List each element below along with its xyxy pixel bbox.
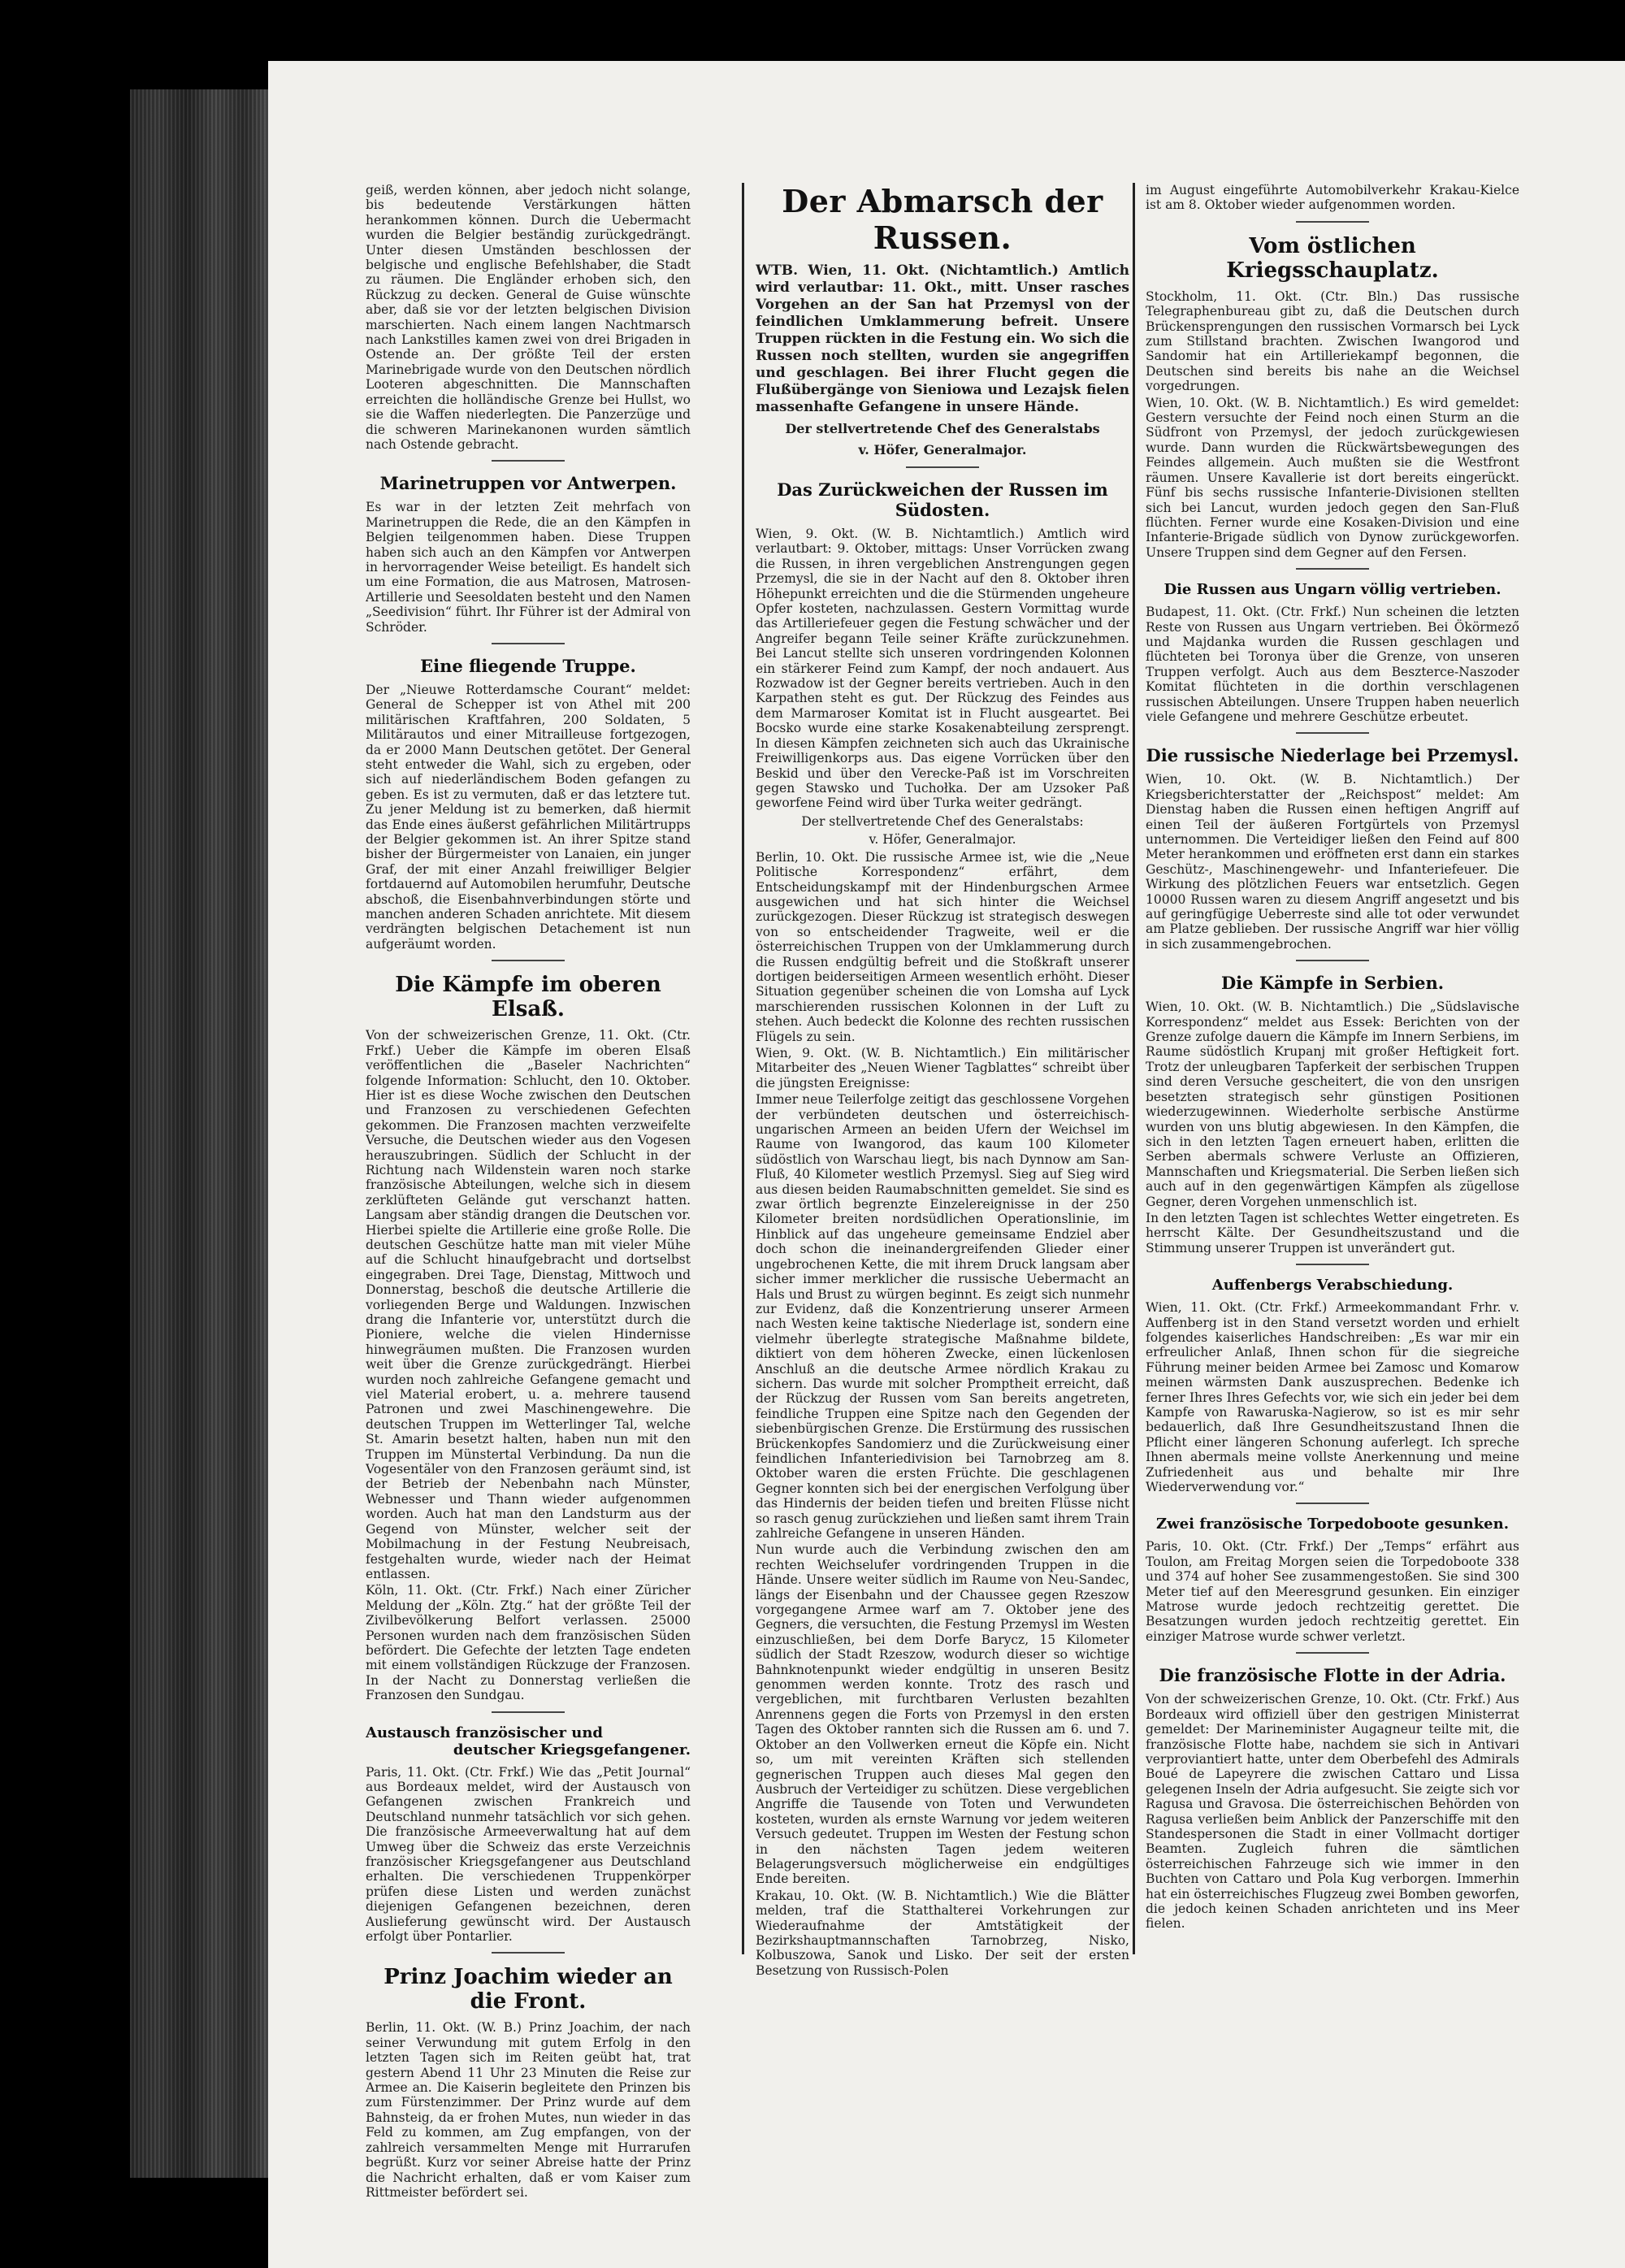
article-text: Paris, 11. Okt. (Ctr. Frkf.) Wie das „Petit Journal“ aus Bordeaux meldet, wird der Austausch von Gefangenen zwischen Frankreich und Deutschland nunmehr tatsächlich vor sich gehen. Die französische Armeeverwaltung hat auf dem Umweg über die Schweiz das erste Verzeichnis französischer Kriegsgefangener aus Deutschland erhalten. Die verschiedenen Truppenkörper prüfen diese Listen und werden zunächst diejenigen Gefangenen bezeichnen, deren Auslieferung gewünscht wird. Der Austausch erfolgt über Pontarlier.: [366, 1764, 691, 1945]
article-bold-text: WTB. Wien, 11. Okt. (Nichtamtlich.) Amtlich wird verlautbar: 11. Okt., mitt. Unser rasches Vorgehen an der San hat Przemysl von der feindlichen Umklammerung befreit. Unsere Truppen rückten in die Festung ein. Wo sich die Russen noch stellten, wurden sie angegriffen und geschlagen. Bei ihrer Flucht gegen die Flußübergänge von Sieniowa und Lezajsk fielen massenhafte Gefangene in unsere Hände.: [756, 262, 1129, 415]
article-text: Wien, 11. Okt. (Ctr. Frkf.) Armeekommandant Frhr. v. Auffenberg ist in den Stand versetzt worden und erhielt folgendes kaiserliches Handschreiben: „Es war mir ein erfreulicher Anlaß, Ihnen schon für die siegreiche Führung meiner beiden Armee bei Zamosc und Komarow meinen wärmsten Dank auszusprechen. Bedenke ich ferner Ihres Ihres Gefechts vor, wie sich ein jeder bei dem Kampfe von Rawaruska-Nagierow, so ist es mir sehr bedauerlich, daß Ihre Gesundheitszustand Ihnen die Pflicht einer längeren Schonung auferlegt. Ich spreche Ihnen abermals meine vollste Anerkennung und meine Zufriedenheit aus und behalte mir Ihre Wiederverwendung vor.“: [1146, 1300, 1519, 1495]
divider: [1296, 221, 1369, 223]
divider: [1296, 1503, 1369, 1504]
headline-prinz-joachim: Prinz Joachim wieder an die Front.: [384, 1965, 673, 2014]
signature-line: Der stellvertretende Chef des Generalstabs:: [801, 813, 1084, 829]
divider: [492, 1952, 565, 1954]
article-text: Von der schweizerischen Grenze, 10. Okt. (Ctr. Frkf.) Aus Bordeaux wird offiziell über den gestrigen Ministerrat gemeldet: Der Marineminister Augagneur teilte mit, die französische Flotte habe, nachdem sie sich in Antivari verproviantiert hatte, unter dem Oberbefehl des Admirals Boué de Lapeyrere die zwischen Cattaro und Lissa gelegenen Inseln der Adria aufgesucht. Sie zeigte sich vor Ragusa und Gravosa. Die österreichischen Behörden von Ragusa verließen beim Anblick der Panzerschiffe mit den Standespersonen die Stadt in einer Vollmacht dortiger Beamten. Zugleich fuhren die sämtlichen österreichischen Fahrzeuge sich wie immer in den Buchten von Cattaro und Pola Kug verborgen. Immerhin hat ein österreichisches Flugzeug zwei Bomben geworfen, die jedoch keinen Schaden anrichteten und ins Meer fielen.: [1146, 1692, 1519, 1932]
article-text: Wien, 10. Okt. (W. B. Nichtamtlich.) Der Kriegsberichterstatter der „Reichspost“ meldet: Am Dienstag haben die Russen einen heftigen Angriff auf einen Teil der äußeren Fortgürtels von Przemysl unternommen. Die Verteidiger ließen den Feind auf 800 Meter herankommen und eröffneten erst dann ein starkes Geschütz-, Maschinengewehr- und Infanteriefeuer. Die Wirkung des plötzlichen Feuers war entsetzlich. Gegen 10000 Russen waren zu diesem Angriff angesetzt und bis auf geringfügige Ueberreste sind alle tot oder verwundet am Platze geblieben. Der russische Angriff war hier völlig in sich zusammengebrochen.: [1146, 772, 1519, 952]
column-rule: [1133, 183, 1135, 1954]
headline-austausch-b: deutscher Kriegsgefangener.: [453, 1741, 691, 1758]
divider: [906, 466, 979, 468]
article-text: Wien, 10. Okt. (W. B. Nichtamtlich.) Es wird gemeldet: Gestern versuchte der Feind noch einen Sturm an die Südfront von Przemysl, der jedoch zurückgewiesen wurde. Dann wurden die Rückwärtsbewegungen des Feindes allgemein. Auch mußten sie die Westfront räumen. Unsere Kavallerie ist dort bereits eingerückt. Fünf bis sechs russische Infanterie-Divisionen stellten sich bei Lancut, wurden jedoch gegen den San-Fluß flüchten. Ferner wurde eine Kosaken-Division und eine Infanterie-Brigade südlich von Dynow zurückgeworfen. Unsere Truppen sind dem Gegner auf den Fersen.: [1146, 395, 1519, 560]
article-text: Berlin, 11. Okt. (W. B.) Prinz Joachim, der nach seiner Verwundung mit gutem Erfolg in den letzten Tagen sich im Reiten geübt hat, trat gestern Abend 11 Uhr 23 Minuten die Reise zur Armee an. Die Kaiserin begleitete den Prinzen bis zum Fürstenzimmer. Der Prinz wurde auf dem Bahnsteig, da er frohen Mutes, nun wieder in das Feld zu kommen, am Zug empfangen, von der zahlreich versammelten Menge mit Hurrarufen begrüßt. Kurz vor seiner Abreise hatte der Prinz die Nachricht erhalten, daß er vom Kaiser zum Rittmeister befördert sei.: [366, 2020, 691, 2200]
article-text: Paris, 10. Okt. (Ctr. Frkf.) Der „Temps“ erfährt aus Toulon, am Freitag Morgen seien die Torpedoboote 338 und 374 auf hoher See zusammengestoßen. Sie sind 300 Meter tief auf den Meeresgrund gesunken. Ein einziger Matrose wurde jedoch rechtzeitig gerettet. Die Besatzungen wurden jedoch rechtzeitig gerettet. Ein einziger Matrose wurde schwer verletzt.: [1146, 1539, 1519, 1644]
headline-fliegende-truppe: Eine fliegende Truppe.: [420, 655, 636, 676]
headline-kaempfe-serbien: Die Kämpfe in Serbien.: [1220, 973, 1445, 994]
newspaper-page: [268, 61, 1625, 2268]
headline-russen-ungarn: Die Russen aus Ungarn völlig vertrieben.: [1164, 581, 1502, 599]
article-continuation: im August eingeführte Automobilverkehr Krakau-Kielce ist am 8. Oktober wieder aufgenommen worden.: [1146, 183, 1519, 213]
article-text: Köln, 11. Okt. (Ctr. Frkf.) Nach einer Züricher Meldung der „Köln. Ztg.“ hat der größte Teil der Zivilbevölkerung Belfort verlassen. 25000 Personen wurden nach dem französischen Süden befördert. Die Gefechte der letzten Tage endeten mit einem vollständigen Rückzuge der Franzosen. In der Nacht zu Donnerstag verließen die Franzosen den Sundgau.: [366, 1583, 691, 1703]
article-text: Der „Nieuwe Rotterdamsche Courant“ meldet: General de Schepper ist von Athel mit 200 militärischen Kraftfahren, 200 Soldaten, 5 Militärautos und einer Mitrailleuse fortgezogen, da er 2000 Mann Deutschen getötet. Der General steht entweder die Wahl, sich zu ergeben, oder sich auf niederländischem Boden gefangen zu geben. Es ist zu vermuten, daß er das letztere tut. Zu jener Meldung ist zu bemerken, daß hiermit das Ende eines äußerst gefährlichen Militärtrupps der Belgier gekommen ist. An ihrer Spitze stand bisher der Bürgermeister von Lanaien, ein junger Graf, der mit einer Anzahl freiwilliger Belgier fortdauernd auf Automobilen herumfuhr, Deutsche abschoß, die Eisenbahnverbindungen störte und manchen anderen Schaden anrichtete. Mit diesem verdrängten belgischen Detachement ist nun aufgeräumt worden.: [366, 682, 691, 952]
article-continuation: geiß, werden können, aber jedoch nicht solange, bis bedeutende Verstärkungen hätten herankommen können. Durch die Uebermacht wurden die Belgier beständig zurückgedrängt. Unter diesen Umständen beschlossen der belgische und englische Befehlshaber, die Stadt zu räumen. Die Engländer erhoben sich, den Rückzug zu decken. General de Guise wünschte aber, daß sie vor der letzten belgischen Division marschierten. Nach einem langen Nachtmarsch nach Lankstilles kamen zwei von drei Brigaden in Ostende an. Der größte Teil der ersten Marinebrigade wurde von den Deutschen nördlich Looteren abgeschnitten. Die Mannschaften erreichten die holländische Grenze bei Hullst, wo sie die Waffen niederlegten. Die Panzerzüge und die schweren Marinekanonen wurden sämtlich nach Ostende gebracht.: [366, 183, 691, 452]
column-right: [1146, 183, 1519, 1932]
divider: [492, 460, 565, 462]
article-text: Berlin, 10. Okt. Die russische Armee ist, wie die „Neue Politische Korrespondenz“ erfährt, dem Entscheidungskampf mit der Hindenburgschen Armee ausgewichen und hat sich hinter die Weichsel zurückgezogen. Dieser Rückzug ist strategisch deswegen von so entscheidender Tragweite, weil er die österreichischen Truppen von der Umklammerung durch die Russen endgültig befreit und die Stoßkraft unserer dortigen beiderseitigen Armeen wesentlich erhöht. Dieser Situation gegenüber scheinen die von Lomsha auf Lyck marschierenden russischen Kolonnen in der Luft zu stehen. Auch bedeckt die Kolonne des rechten russischen Flügels zu sein.: [756, 849, 1129, 1044]
article-text: Von der schweizerischen Grenze, 11. Okt. (Ctr. Frkf.) Ueber die Kämpfe im oberen Elsaß veröffentlichen die „Baseler Nachrichten“ folgende Information: Schlucht, den 10. Oktober. Hier ist es diese Woche zwischen den Deutschen und Franzosen zu verschiedenen Gefechten gekommen. Die Franzosen machten verzweifelte Versuche, die Deutschen wieder aus den Vogesen herauszubringen. Südlich der Schlucht in der Richtung nach Wildenstein waren noch starke französische Abteilungen, welche sich in diesem zerklüfteten Gelände gut verschanzt hatten. Langsam aber ständig drangen die Deutschen vor. Hierbei spielte die Artillerie eine große Rolle. Die deutschen Geschütze hatte man mit vieler Mühe auf die Schlucht hinaufgebracht und dortselbst eingegraben. Drei Tage, Dienstag, Mittwoch und Donnerstag, beschoß die deutsche Artillerie die vorliegenden Berge und Waldungen. Inzwischen drang die Infanterie vor, unterstützt durch die Pioniere, welche die vielen Hindernisse hinwegräumen mußten. Die Franzosen wurden weit über die Grenze zurückgedrängt. Hierbei wurden noch zahlreiche Gefangene gemacht und viel Material erobert, u. a. mehrere tausend Patronen und zwei Maschinengewehre. Die deutschen Truppen im Wetterlinger Tal, welche St. Amarin besetzt halten, haben nun mit den Truppen im Münstertal Verbindung. Da nun die Vogesentäler von den Franzosen geräumt sind, ist der Betrieb der Nebenbahn nach Münster, Webnesser und Thann wieder aufgenommen worden. Auch hat man den Landsturm aus der Gegend von Münster, welcher seit der Mobilmachung in der Festung Neubreisach, festgehalten wurde, wieder nach der Heimat entlassen.: [366, 1028, 691, 1581]
column-rule: [742, 183, 744, 1954]
article-text: Wien, 9. Okt. (W. B. Nichtamtlich.) Ein militärischer Mitarbeiter des „Neuen Wiener Tagblattes“ schreibt über die jüngsten Ereignisse:: [756, 1046, 1129, 1091]
article-text: In den letzten Tagen ist schlechtes Wetter eingetreten. Es herrscht Kälte. Der Gesundheitszustand und die Stimmung unserer Truppen ist unverändert gut.: [1146, 1210, 1519, 1255]
book-spine: [130, 89, 272, 2178]
headline-kaempfe-elsass: Die Kämpfe im oberen Elsaß.: [395, 973, 661, 1022]
headline-torpedoboote: Zwei französische Torpedoboote gesunken.: [1156, 1516, 1509, 1533]
headline-oestlicher-kriegsschauplatz: Vom östlichen Kriegsschauplatz.: [1226, 233, 1439, 283]
headline-austausch-a: Austausch französischer und: [366, 1724, 604, 1741]
headline-niederlage-przemysl: Die russische Niederlage bei Przemysl.: [1146, 745, 1519, 766]
column-left: [366, 183, 691, 2200]
article-text: Wien, 9. Okt. (W. B. Nichtamtlich.) Amtlich wird verlautbart: 9. Oktober, mittags: Unser Vorrücken zwang die Russen, in ihren vergeblichen Anstrengungen gegen Przemysl, die sie in der Nacht auf den 8. Oktober ihren Höhepunkt erreichten und die die Stürmenden ungeheure Opfer kosteten, nachzulassen. Gestern Vormittag wurde das Artilleriefeuer gegen die Festung schwächer und der Angreifer begann Teile seiner Kräfte zurückzunehmen. Bei Lancut stellte sich unseren vordringenden Kolonnen ein stärkerer Feind zum Kampf, der noch andauert. Aus Rozwadow ist der Gegner bereits vertrieben. Auch in den Karpathen steht es gut. Der Rückzug des Feindes aus dem Marmaroser Komitat ist in Flucht ausgeartet. Bei Bocsko wurde eine starke Kosakenabteilung zersprengt. In diesen Kämpfen zeichneten sich auch das Ukrainische Freiwilligenkorps aus. Das eigene Vorrücken über den Beskid und über den Verecke-Paß ist im Vorschreiten gegen Stawsko und Tuchołka. Der am Uzsoker Paß geworfene Feind wird über Turka weiter gedrängt.: [756, 527, 1129, 811]
signature-line: v. Höfer, Generalmajor.: [869, 831, 1016, 847]
headline-zurueckweichen: Das Zurückweichen der Russen im Südosten.: [777, 479, 1108, 520]
column-middle: [756, 183, 1129, 1978]
divider: [1296, 568, 1369, 570]
article-text: Immer neue Teilerfolge zeitigt das geschlossene Vorgehen der verbündeten deutschen und österreichisch-ungarischen Armeen an beiden Ufern der Weichsel im Raume von Iwangorod, das kaum 100 Kilometer südöstlich von Warschau liegt, bis nach Dynnow am San-Fluß, 40 Kilometer westlich Przemysl. Sieg auf Sieg wird aus diesen beiden Raumabschnitten gemeldet. Sie sind es zwar örtlich begrenzte Einzelereignisse in der 250 Kilometer breiten nordsüdlichen Operationslinie, im Hinblick auf das ungeheure gemeinsame Endziel aber doch schon die ineinandergreifenden Glieder einer ungebrochenen Kette, die mit ihrem Druck langsam aber sicher immer merklicher die russische Uebermacht an Hals und Brust zu würgen beginnt. Es zeigt sich nunmehr zur Evidenz, daß die Konzentrierung unserer Armeen nach Westen keine taktische Niederlage ist, sondern eine vielmehr überlegte strategische Maßnahme bildete, diktiert von dem höheren Zwecke, einen lückenlosen Anschluß an die deutsche Armee nördlich Krakau zu sichern. Das wurde mit solcher Promptheit erreicht, daß der Rückzug der Russen vom San bereits angetreten, feindliche Truppen eine Spitze nach den Gegenden der siebenbürgischen Grenze. Die Erstürmung des russischen Brückenkopfes Sandomierz und die Zurückweisung einer feindlichen Infanteriedivision bei Tarnobrzeg am 8. Oktober waren die ersten Früchte. Die geschlagenen Gegner konnten sich bei der energischen Verfolgung über das Hindernis der beiden tiefen und breiten Flüsse nicht so rasch genug zurückziehen und ließen samt ihrem Train zahlreiche Gefangene in unseren Händen.: [756, 1092, 1129, 1541]
divider: [492, 1711, 565, 1713]
divider: [492, 960, 565, 961]
divider: [1296, 732, 1369, 734]
article-text: Wien, 10. Okt. (W. B. Nichtamtlich.) Die „Südslavische Korrespondenz“ meldet aus Essek: Berichten von der Grenze zufolge dauern die Kämpfe im Innern Serbiens, im Raume südöstlich Krupanj mit großer Heftigkeit fort. Trotz der unleugbaren Tapferkeit der serbischen Truppen sind deren Versuche gescheitert, die von den unsrigen besetzten strategisch sehr günstigen Positionen wiederzugewinnen. Wiederholte serbische Anstürme wurden von uns blutig abgewiesen. In den Kämpfen, die sich in den letzten Tagen erneuert haben, erlitten die Serben abermals schwere Verluste an Offizieren, Mannschaften und Kriegsmaterial. Die Serben ließen sich auch auf in den gegenwärtigen Kämpfen als zügellose Gegner, deren Vorgehen unmenschlich ist.: [1146, 1000, 1519, 1209]
article-text: Budapest, 11. Okt. (Ctr. Frkf.) Nun scheinen die letzten Reste von Russen aus Ungarn vertrieben. Bei Ökörmező und Majdanka wurden die Russen geschlagen und flüchteten bei Toronya über die Grenze, von unseren Truppen verfolgt. Auch aus dem Beszterce-Naszoder Komitat flüchteten in die dorthin verschlagenen russischen Abteilungen. Unsere Truppen haben neuerlich viele Gefangene und mehrere Geschütze erbeutet.: [1146, 605, 1519, 724]
article-text: Stockholm, 11. Okt. (Ctr. Bln.) Das russische Telegraphenbureau gibt zu, daß die Deutschen durch Brückensprengungen den russischen Vormarsch bei Lyck zum Stillstand brachten. Zwischen Iwangorod und Sandomir hat ein Artilleriekampf begonnen, die Deutschen sind bereits bis nahe an die Weichsel vorgedrungen.: [1146, 288, 1519, 394]
divider: [1296, 1652, 1369, 1654]
headline-flotte-adria: Die französische Flotte in der Adria.: [1159, 1665, 1506, 1686]
divider: [1296, 960, 1369, 961]
headline-marinetruppen: Marinetruppen vor Antwerpen.: [379, 473, 677, 494]
divider: [1296, 1264, 1369, 1265]
headline-auffenberg: Auffenbergs Verabschiedung.: [1211, 1277, 1454, 1294]
signature-line: v. Höfer, Generalmajor.: [858, 442, 1027, 458]
divider: [492, 643, 565, 644]
article-text: Krakau, 10. Okt. (W. B. Nichtamtlich.) Wie die Blätter melden, traf die Statthalterei Vorkehrungen zur Wiederaufnahme der Amtstätigkeit der Bezirkshauptmannschaften Tarnobrzeg, Nisko, Kolbuszowa, Sanok und Lisko. Der seit der ersten Besetzung von Russisch-Polen: [756, 1888, 1129, 1978]
signature-line: Der stellvertretende Chef des Generalstabs: [785, 421, 1100, 436]
article-text: Nun wurde auch die Verbindung zwischen den am rechten Weichselufer vordringenden Truppen in die Hände. Unsere weiter südlich im Raume von Neu-Sandec, längs der Eisenbahn und der Chaussee gegen Rzeszow vorgegangene Armee warf am 7. Oktober jene des Gegners, die versuchten, die Festung Przemysl im Westen einzuschließen, bei dem Dorfe Barycz, 15 Kilometer südlich der Stadt Rzeszow, wodurch dieser so wichtige Bahnknotenpunkt wieder endgültig in unseren Besitz genommen werden konnte. Trotz des rasch und vergeblichen, mit furchtbaren Verlusten bezahlten Anrennens gegen die Forts von Przemysl in den ersten Tagen des Oktober rannten sich die Russen am 6. und 7. Oktober an den Vollwerken erneut die Köpfe ein. Nicht so, um mit vereinten Kräften sich stellenden gegnerischen Truppen auch dieses Mal gegen den Ausbruch der Verteidiger zu schützen. Diese vergeblichen Angriffe die Tausende von Toten und Verwundeten kosteten, wurden als ernste Warnung vor jedem weiteren Versuch gedeutet. Truppen im Westen der Festung schon in den nächsten Tagen jedem weiteren Belagerungsversuch möglicherweise ein endgültiges Ende bereiten.: [756, 1542, 1129, 1887]
headline-abmarsch-russen: Der Abmarsch der Russen.: [782, 183, 1103, 256]
article-text: Es war in der letzten Zeit mehrfach von Marinetruppen die Rede, die an den Kämpfen in Belgien teilgenommen haben. Diese Truppen haben sich auch an den Kämpfen vor Antwerpen in hervorragender Weise beteiligt. Es handelt sich um eine Formation, die aus Matrosen, Matrosen-Artillerie und Seesoldaten besteht und den Namen „Seedivision“ führt. Ihr Führer ist der Admiral von Schröder.: [366, 500, 691, 635]
